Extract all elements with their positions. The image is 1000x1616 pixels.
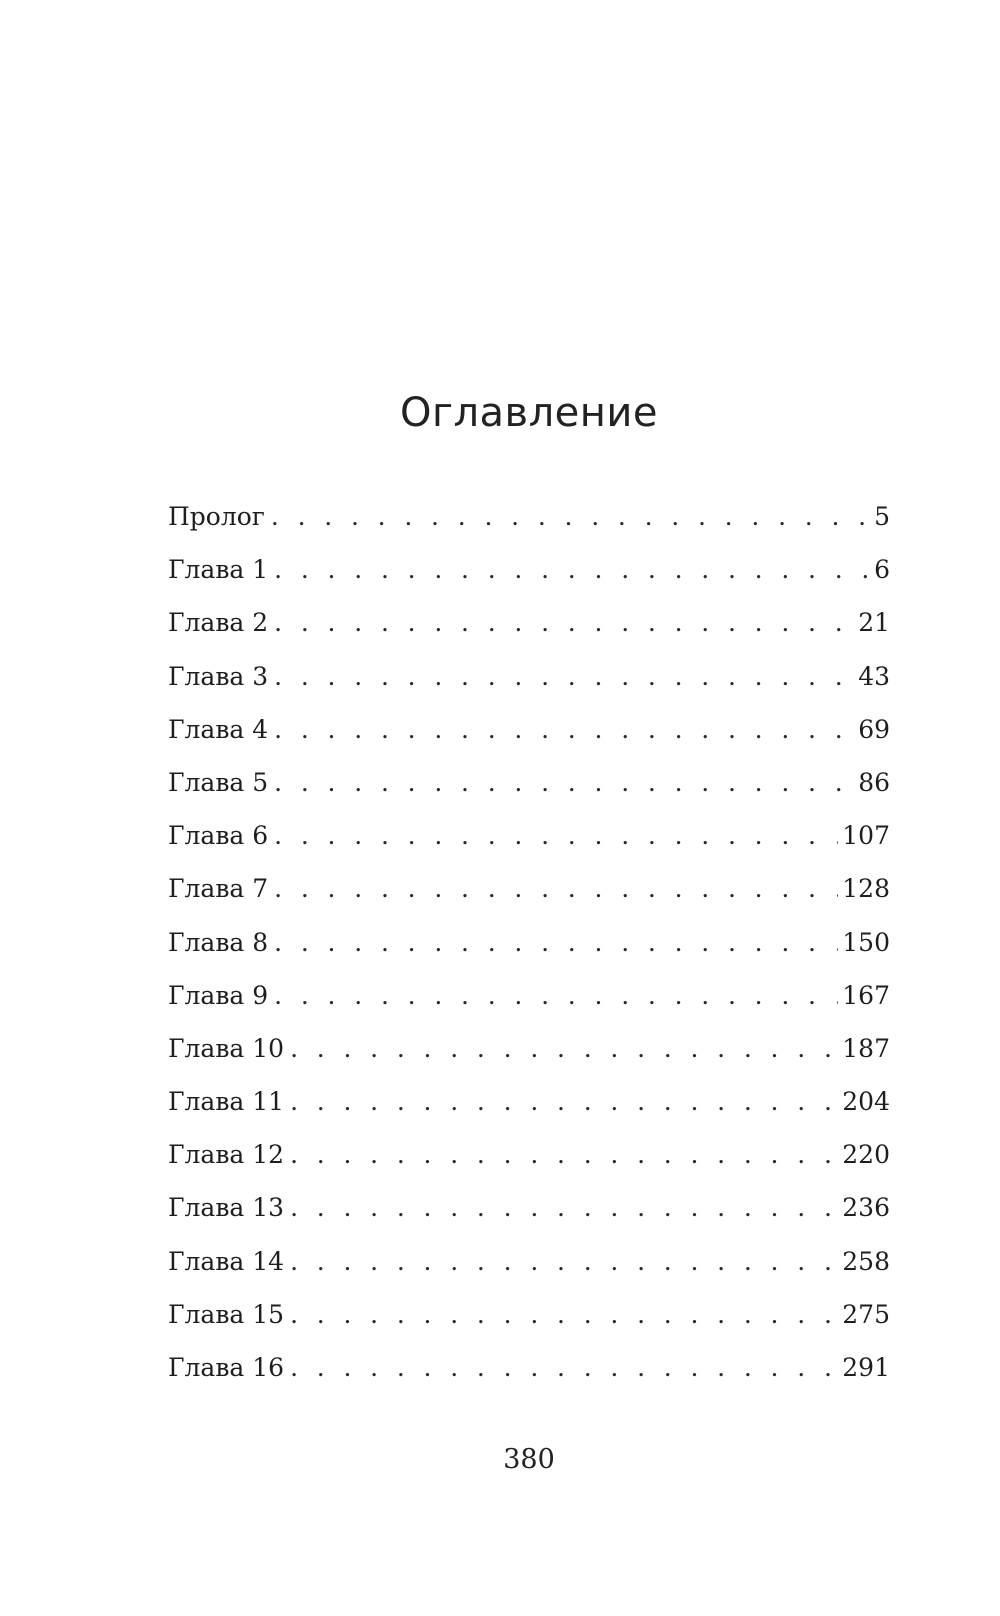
- toc-entry-page: 21: [858, 608, 890, 638]
- toc-entry-page: 167: [842, 980, 890, 1010]
- toc-entry-label: Пролог: [168, 502, 265, 531]
- dot-leader: [274, 768, 854, 798]
- toc-entry-page: 187: [842, 1033, 890, 1063]
- dot-leader: [290, 1193, 838, 1223]
- toc-entry-label: Глава 4: [168, 714, 269, 744]
- toc-entry-page: 5: [874, 502, 890, 531]
- toc-entry-label: Глава 12: [168, 1140, 285, 1170]
- toc-entry-label: Глава 7: [168, 874, 269, 904]
- toc-entry: [168, 502, 890, 555]
- toc-entry: [168, 662, 890, 715]
- toc-entry: [168, 981, 890, 1034]
- page-number: 380: [503, 1444, 555, 1475]
- dot-leader: [274, 928, 838, 958]
- toc-entry-label: Глава 16: [168, 1353, 285, 1382]
- toc-entry-page: 69: [858, 714, 890, 744]
- toc-entry-label: Глава 13: [168, 1193, 285, 1223]
- toc-entry-page: 291: [842, 1353, 890, 1382]
- toc-entry-page: 128: [842, 874, 890, 904]
- toc-entry-page: 43: [858, 661, 890, 691]
- toc-entry-label: Глава 2: [168, 608, 269, 638]
- toc-entry: [168, 1247, 890, 1300]
- dot-leader: [290, 1140, 838, 1170]
- toc-entry-page: 6: [874, 555, 890, 585]
- toc-entry-label: Глава 15: [168, 1299, 285, 1329]
- toc-entry-page: 236: [842, 1193, 890, 1223]
- toc-entry-page: 258: [842, 1246, 890, 1276]
- toc-entry-label: Глава 8: [168, 927, 269, 957]
- toc-entry: [168, 715, 890, 768]
- toc-entry-label: Глава 14: [168, 1246, 285, 1276]
- dot-leader: [274, 874, 838, 904]
- dot-leader: [274, 981, 838, 1011]
- dot-leader: [290, 1247, 838, 1277]
- toc-entry-label: Глава 6: [168, 821, 269, 851]
- dot-leader: [274, 608, 854, 638]
- page-title: Оглавление: [399, 390, 659, 436]
- dot-leader: [290, 1087, 838, 1117]
- toc-entry: [168, 608, 890, 661]
- toc-entry-page: 150: [842, 927, 890, 957]
- toc-entry: [168, 555, 890, 608]
- toc-entry-label: Глава 9: [168, 980, 269, 1010]
- dot-leader: [274, 715, 854, 745]
- toc-entry: [168, 1353, 890, 1406]
- toc-entry-page: 275: [842, 1299, 890, 1329]
- dot-leader: [274, 662, 854, 692]
- dot-leader: [274, 821, 838, 851]
- dot-leader: [290, 1300, 838, 1330]
- dot-leader: [274, 555, 870, 585]
- toc-entry: [168, 1140, 890, 1193]
- toc-entry-label: Глава 3: [168, 661, 269, 691]
- toc-entry: [168, 1193, 890, 1246]
- toc-entry-page: 86: [858, 767, 890, 797]
- toc-entry-label: Глава 10: [168, 1033, 285, 1063]
- toc-entry-page: 107: [842, 821, 890, 851]
- toc-entry-label: Глава 5: [168, 767, 269, 797]
- toc-entry: [168, 821, 890, 874]
- toc-entry-page: 220: [842, 1140, 890, 1170]
- toc-entry-label: Глава 11: [168, 1087, 285, 1117]
- toc-entry: [168, 1087, 890, 1140]
- toc-entry: [168, 928, 890, 981]
- toc-entry: [168, 874, 890, 927]
- toc-entry: [168, 1300, 890, 1353]
- toc-entry-label: Глава 1: [168, 555, 269, 585]
- table-of-contents: [168, 502, 890, 1406]
- dot-leader: [271, 502, 870, 532]
- toc-entry: [168, 1034, 890, 1087]
- toc-entry: [168, 768, 890, 821]
- dot-leader: [290, 1034, 838, 1064]
- dot-leader: [290, 1353, 838, 1383]
- toc-entry-page: 204: [842, 1087, 890, 1117]
